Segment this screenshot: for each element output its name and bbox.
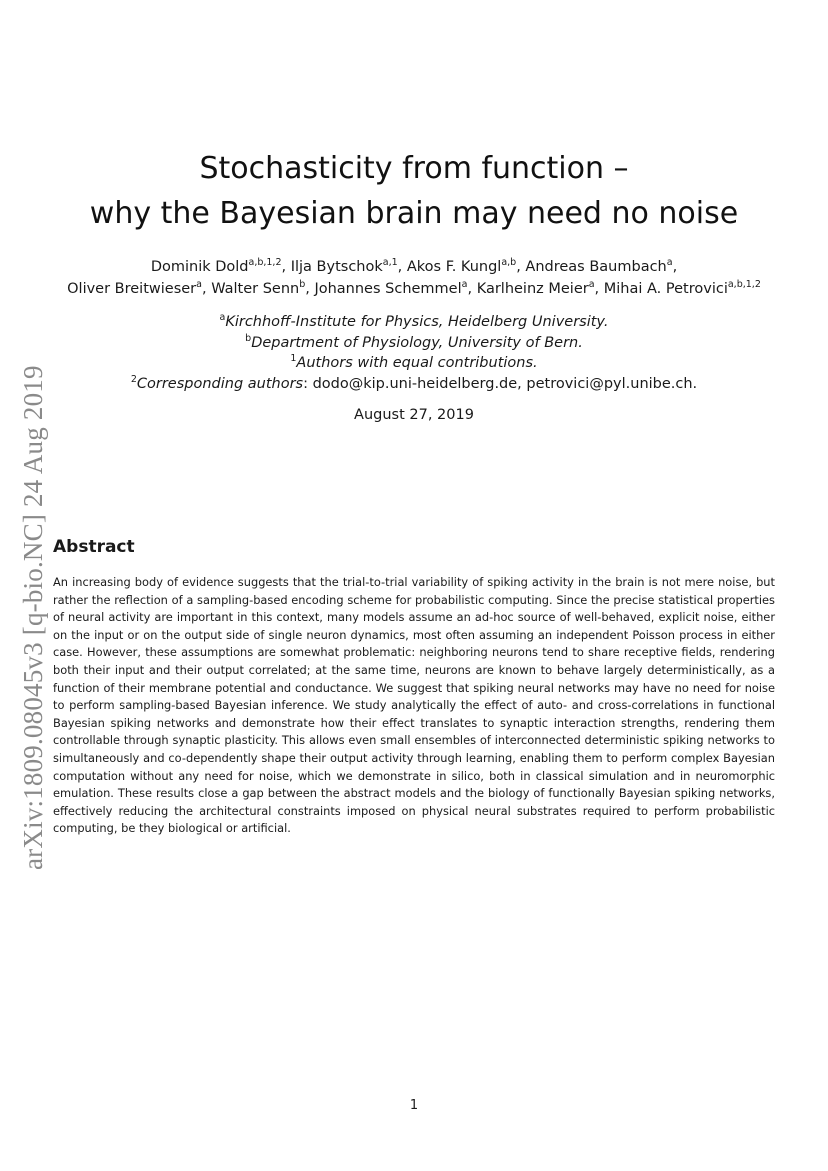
corresponding-authors-note xyxy=(0,374,828,395)
footnote-text: Authors with equal contributions. xyxy=(296,355,538,371)
footnote-mark: 2 xyxy=(130,373,137,385)
paper-title xyxy=(0,146,828,236)
author-name: Johannes Schemmel xyxy=(314,281,462,297)
affiliations xyxy=(0,312,828,394)
author-separator: , xyxy=(467,281,477,297)
corresponding-emails: : dodo@kip.uni-heidelberg.de, petrovici@pyl.unibe.ch. xyxy=(303,375,698,392)
footnote-mark: 1 xyxy=(290,353,297,364)
author-name: Andreas Baumbach xyxy=(525,259,667,275)
publication-date: August 27, 2019 xyxy=(354,407,474,423)
author-list xyxy=(0,256,828,300)
author-name: Karlheinz Meier xyxy=(476,281,589,297)
author-affiliation-mark: a xyxy=(666,257,673,268)
author-separator: , xyxy=(397,259,407,275)
author-affiliation-mark: b xyxy=(299,279,306,290)
author-separator: , xyxy=(201,281,212,297)
author-name: Ilja Bytschok xyxy=(290,259,383,275)
author-line-2 xyxy=(0,278,828,300)
author-separator: , xyxy=(281,259,291,275)
author-separator: , xyxy=(305,281,315,297)
abstract-text: An increasing body of evidence suggests that the trial-to-trial variability of spiking activity in the brain is not mere noise, but rather the reflection of a sampling-based encoding scheme for probabilistic computing. Since the precise statistical properties of neural activity are important in this context, many models assume an ad-hoc source of well-behaved, explicit noise, either on the input or on the output side of single neuron dynamics, most often assuming an independent Poisson process in either case. However, these assumptions are somewhat problematic: neighboring neurons tend to share receptive fields, rendering both their input and their output correlated; at the same time, neurons are known to behave largely deterministically, as a function of their membrane potential and conductance. We suggest that spiking neural networks may have no need for noise to perform sampling-based Bayesian inference. We study analytically the effect of auto- and cross-correlations in functional Bayesian spiking networks and demonstrate how their effect translates to synaptic interaction strengths, rendering them controllable through synaptic plasticity. This allows even small ensembles of interconnected deterministic spiking networks to simultaneously and co-dependently shape their output activity through learning, enabling them to perform complex Bayesian computation without any need for noise, which we demonstrate in silico, both in classical simulation and in neuromorphic emulation. These results close a gap between the abstract models and the biology of functionally Bayesian spiking networks, effectively reducing the architectural constraints imposed on physical neural substrates required to perform probabilistic computing, be they biological or artificial. xyxy=(53,575,775,836)
title-line-2: why the Bayesian brain may need no noise xyxy=(89,196,739,231)
author-affiliation-mark: a xyxy=(196,279,202,290)
author-line-1 xyxy=(0,256,828,278)
affiliation-mark: b xyxy=(245,332,252,344)
author-name: Dominik Dold xyxy=(150,259,249,275)
author-separator: , xyxy=(594,281,604,297)
author-affiliation-mark: a,b xyxy=(501,257,517,268)
equal-contribution-note xyxy=(0,353,828,374)
author-affiliation-mark: a,1 xyxy=(382,257,398,268)
author-separator: , xyxy=(672,259,678,275)
page-number: 1 xyxy=(409,1098,419,1113)
author-name: Mihai A. Petrovici xyxy=(603,281,728,297)
affiliation-text: Kirchhoff-Institute for Physics, Heidelberg University. xyxy=(225,314,609,330)
author-separator: , xyxy=(516,259,526,275)
title-line-1: Stochasticity from function – xyxy=(199,151,629,186)
author-affiliation-mark: a xyxy=(461,279,468,290)
abstract-heading: Abstract xyxy=(53,537,135,557)
arxiv-identifier-stamp: arXiv:1809.08045v3 [q-bio.NC] 24 Aug 2019 xyxy=(18,365,48,870)
affiliation-text: Department of Physiology, University of Bern. xyxy=(251,334,583,351)
author-name: Oliver Breitwieser xyxy=(67,281,197,297)
author-affiliation-mark: a xyxy=(588,279,595,290)
author-name: Walter Senn xyxy=(211,281,300,297)
author-affiliation-mark: a,b,1,2 xyxy=(727,279,761,290)
author-name: Akos F. Kungl xyxy=(406,259,502,275)
affiliation-a xyxy=(0,312,828,333)
affiliation-mark: a xyxy=(219,312,226,323)
affiliation-b xyxy=(0,333,828,354)
author-affiliation-mark: a,b,1,2 xyxy=(248,257,282,268)
corresponding-label: Corresponding authors xyxy=(136,375,304,392)
